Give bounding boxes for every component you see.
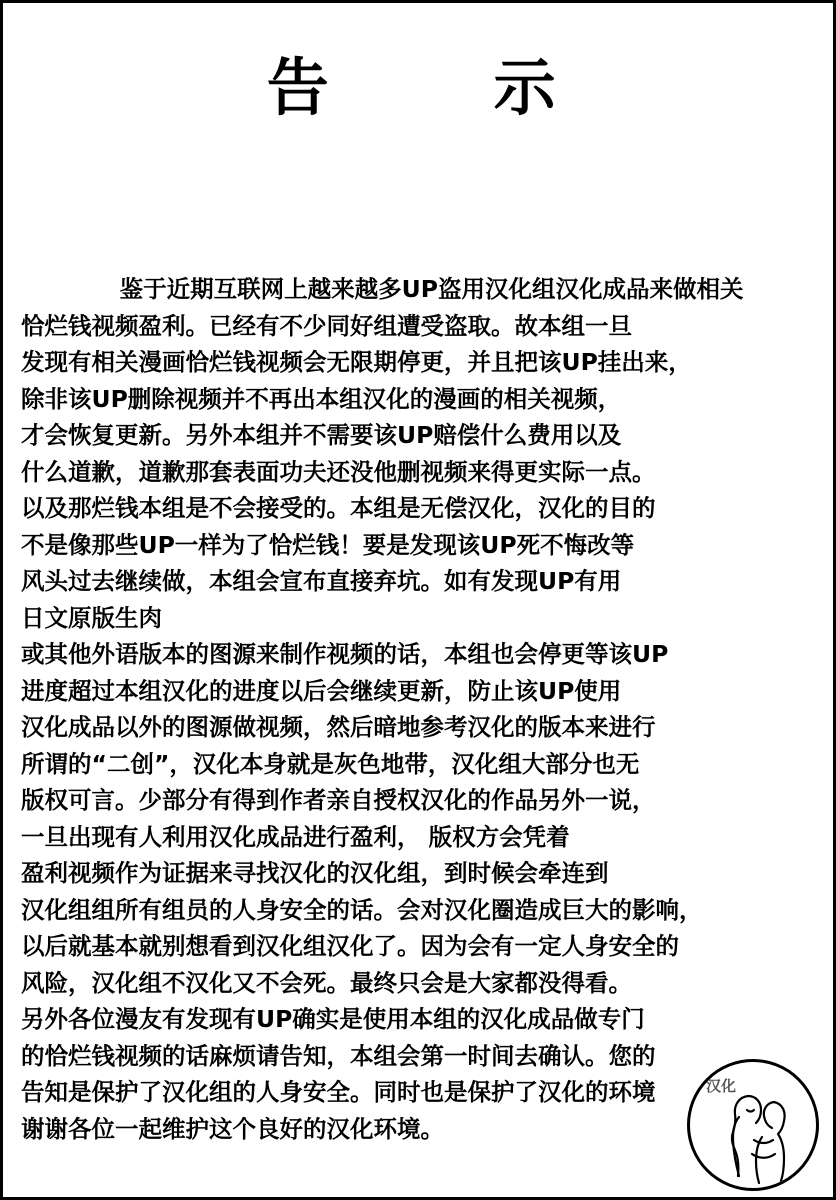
body-line: 什么道歉，道歉那套表面功夫还没他删视频来得更实际一点。: [21, 457, 656, 486]
body-line: 版权可言。少部分有得到作者亲自授权汉化的作品另外一说，: [21, 786, 656, 814]
body-line: 不是像那些UP一样为了恰烂钱！要是发现该UP死不悔改等: [21, 530, 635, 559]
body-line: 鉴于近期互联网上越来越多UP盗用汉化组汉化成品来做相关: [72, 275, 744, 303]
body-line: 恰烂钱视频盈利。已经有不少同好组遭受盗取。故本组一旦: [21, 311, 632, 340]
group-logo-stamp: [687, 1059, 819, 1191]
body-line: 日文原版生肉: [21, 603, 162, 632]
page-title: 告 示: [266, 51, 570, 124]
body-line: 盈利视频作为证据来寻找汉化的汉化组，到时候会牵连到: [21, 859, 609, 887]
body-line: 进度超过本组汉化的进度以后会继续更新，防止该UP使用: [21, 676, 622, 705]
body-line: 风头过去继续做，本组会宣布直接弃坑。如有发现UP有用: [21, 567, 622, 595]
couple-illustration-icon: [690, 1062, 816, 1188]
body-line: 以及那烂钱本组是不会接受的。本组是无偿汉化，汉化的目的: [21, 494, 656, 522]
body-line: 汉化成品以外的图源做视频，然后暗地参考汉化的版本来进行: [21, 713, 656, 741]
body-line: 以后就基本就别想看到汉化组汉化了。因为会有一定人身安全的: [21, 932, 679, 960]
body-line: 所谓的“二创”，汉化本身就是灰色地带，汉化组大部分也无: [21, 749, 640, 778]
notice-body: [21, 271, 815, 1147]
body-line: 告知是保护了汉化组的人身安全。同时也是保护了汉化的环境: [21, 1078, 656, 1106]
stamp-label: 汉化: [706, 1077, 737, 1095]
body-line: 另外各位漫友有发现有UP确实是使用本组的汉化成品做专门: [21, 1005, 645, 1033]
body-line: 发现有相关漫画恰烂钱视频会无限期停更，并且把该UP挂出来，: [21, 348, 692, 376]
body-line: 一旦出现有人利用汉化成品进行盈利， 版权方会凭着: [21, 822, 570, 851]
body-line: 的恰烂钱视频的话麻烦请告知，本组会第一时间去确认。您的: [21, 1041, 656, 1070]
body-line: 汉化组组所有组员的人身安全的话。会对汉化圈造成巨大的影响，: [21, 895, 703, 924]
body-line: 才会恢复更新。另外本组并不需要该UP赔偿什么费用以及: [21, 421, 622, 449]
body-line: 风险，汉化组不汉化又不会死。最终只会是大家都没得看。: [21, 968, 632, 997]
body-line: 谢谢各位一起维护这个良好的汉化环境。: [21, 1114, 444, 1143]
body-line: 或其他外语版本的图源来制作视频的话，本组也会停更等该UP: [21, 640, 669, 668]
body-line: 除非该UP删除视频并不再出本组汉化的漫画的相关视频，: [21, 384, 622, 413]
